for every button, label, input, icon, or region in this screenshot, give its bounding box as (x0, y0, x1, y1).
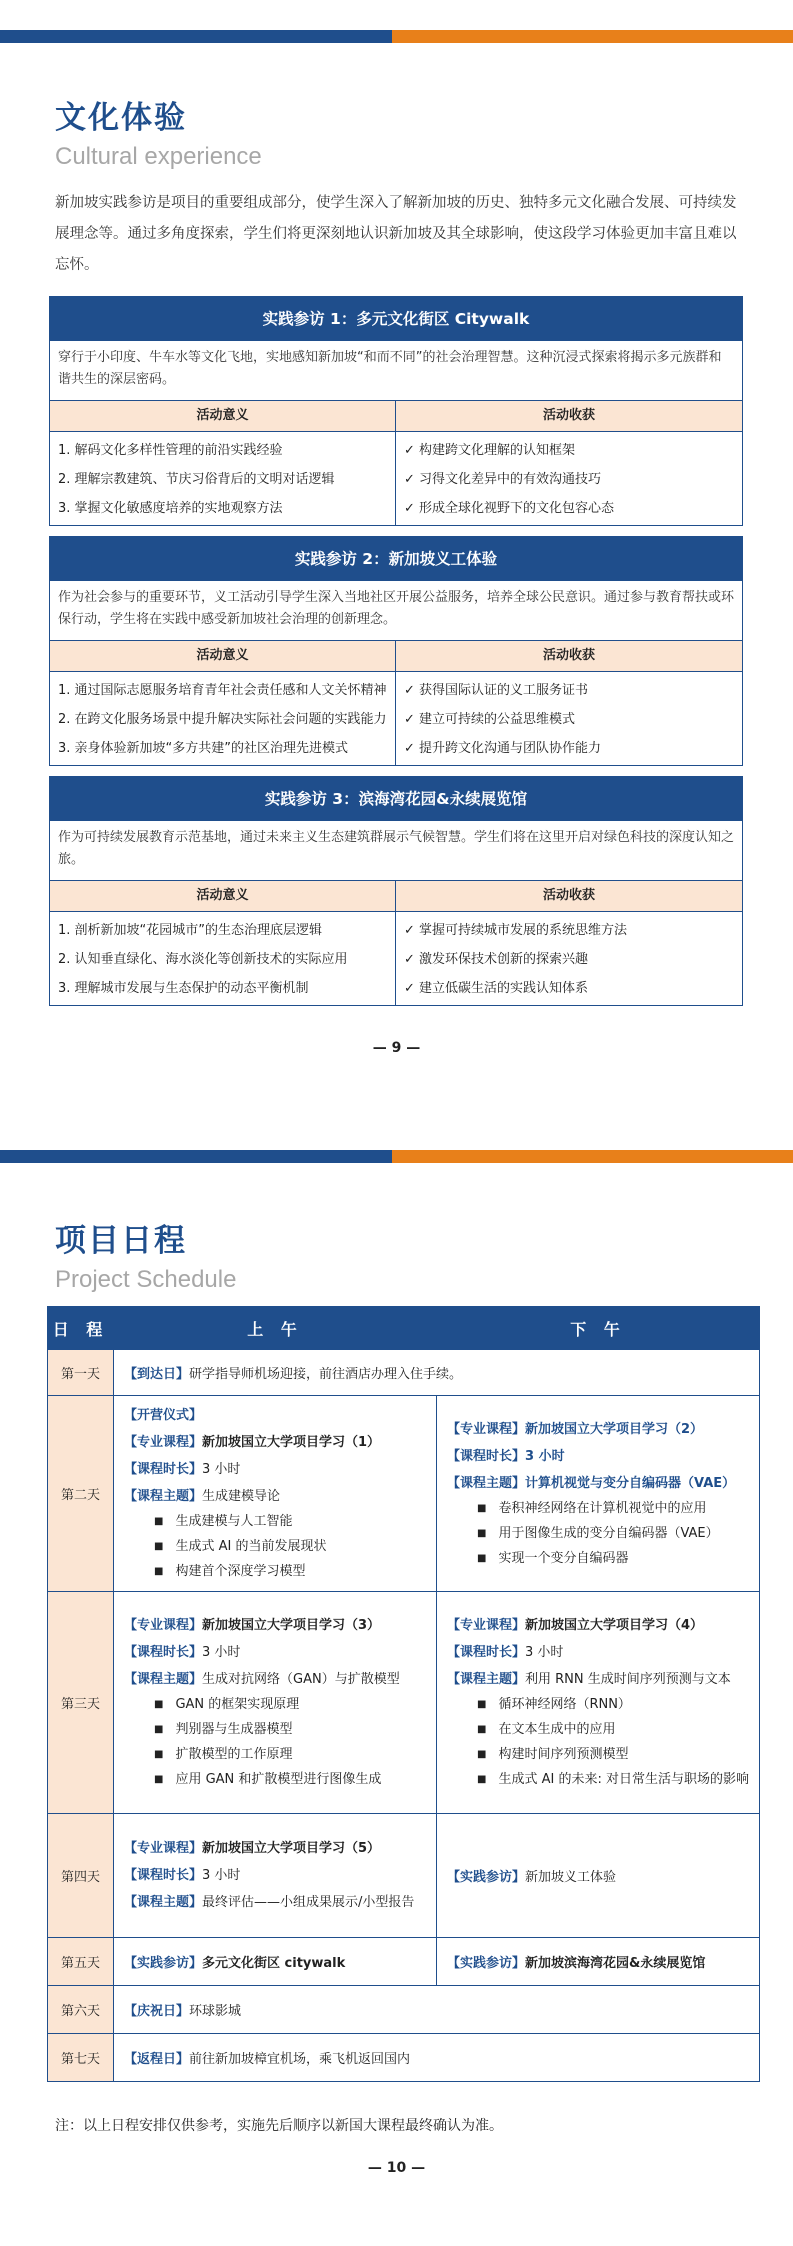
page-subtitle: Project Schedule (55, 1266, 237, 1293)
activity-table-1 (49, 296, 743, 526)
meaning-item: 1. 解码文化多样性管理的前沿实践经验 (58, 443, 283, 458)
meaning-item: 3. 理解城市发展与生态保护的动态平衡机制 (58, 981, 309, 996)
page-number: — 9 — (372, 1040, 421, 1056)
activity-title: 实践参访 2：新加坡义工体验 (50, 537, 742, 581)
table-row (48, 1814, 760, 1938)
gains-header: 活动收获 (396, 641, 742, 672)
top-color-bar (0, 30, 793, 43)
check-icon: ✓ (404, 443, 420, 458)
pm-header: 下 午 (437, 1307, 760, 1350)
intro-paragraph: 新加坡实践参访是项目的重要组成部分，使学生深入了解新加坡的历史、独特多元文化融合发展、可持续发展理念等。通过多角度探索，学生们将更深刻地认识新加坡及其全球影响，使这段学习体验更加丰富且难以忘怀。 (55, 195, 737, 273)
gain-item: ✓ 掌握可持续城市发展的系统思维方法 (404, 923, 628, 938)
day-label: 第一天 (48, 1350, 114, 1396)
table-row (48, 1938, 760, 1986)
list-item: ■ 应用 GAN 和扩散模型进行图像生成 (124, 1768, 426, 1793)
check-icon: ✓ (404, 712, 420, 727)
day-label: 第四天 (48, 1814, 114, 1938)
day4-pm-cell: 【实践参访】新加坡义工体验 (437, 1814, 760, 1938)
meaning-header: 活动意义 (50, 401, 395, 432)
meaning-item: 2. 在跨文化服务场景中提升解决实际社会问题的实践能力 (58, 712, 387, 727)
meaning-item: 3. 掌握文化敏感度培养的实地观察方法 (58, 501, 283, 516)
page-number: — 10 — (367, 2160, 426, 2176)
table-row (48, 1986, 760, 2034)
table-row (48, 1350, 760, 1396)
day-label: 第六天 (48, 1986, 114, 2034)
gains-header: 活动收获 (396, 881, 742, 912)
page-title: 项目日程 (55, 1223, 187, 1259)
list-item: ■ 在文本生成中的应用 (447, 1718, 749, 1743)
page-subtitle: Cultural experience (55, 143, 262, 170)
check-icon: ✓ (404, 952, 420, 967)
meaning-item: 1. 剖析新加坡“花园城市”的生态治理底层逻辑 (58, 923, 323, 938)
list-item: ■ 构建首个深度学习模型 (124, 1560, 426, 1585)
activity-description: 作为社会参与的重要环节，义工活动引导学生深入当地社区开展公益服务，培养全球公民意识。通过参与教育帮扶或环保行动，学生将在实践中感受新加坡社会治理的创新理念。 (50, 581, 742, 641)
gain-item: ✓ 建立低碳生活的实践认知体系 (404, 981, 589, 996)
gain-item: ✓ 习得文化差异中的有效沟通技巧 (404, 472, 602, 487)
check-icon: ✓ (404, 501, 420, 516)
day3-am-cell: 【专业课程】新加坡国立大学项目学习（3） 【课程时长】3 小时 【课程主题】生成对抗网络（GAN）与扩散模型 ■ GAN 的框架实现原理 ■ 判别器与生成器模型 ■ 扩散模型的工作原理 ■ 应用 GAN 和扩散模型进行图像生成 (114, 1592, 437, 1814)
activity-title: 实践参访 3：滨海湾花园&永续展览馆 (50, 777, 742, 821)
check-icon: ✓ (404, 683, 420, 698)
list-item: ■ 判别器与生成器模型 (124, 1718, 426, 1743)
day5-pm-cell: 【实践参访】新加坡滨海湾花园&永续展览馆 (437, 1938, 760, 1986)
activity-table-3 (49, 776, 743, 1006)
gain-item: ✓ 提升跨文化沟通与团队协作能力 (404, 741, 602, 756)
meaning-item: 2. 理解宗教建筑、节庆习俗背后的文明对话逻辑 (58, 472, 335, 487)
list-item: ■ 生成式 AI 的当前发展现状 (124, 1535, 426, 1560)
gain-item: ✓ 形成全球化视野下的文化包容心态 (404, 501, 615, 516)
list-item: ■ 生成式 AI 的未来: 对日常生活与职场的影响 (447, 1768, 749, 1793)
meaning-item: 2. 认知垂直绿化、海水淡化等创新技术的实际应用 (58, 952, 348, 967)
day2-pm-cell: 【专业课程】新加坡国立大学项目学习（2） 【课程时长】3 小时 【课程主题】计算机视觉与变分自编码器（VAE） ■ 卷积神经网络在计算机视觉中的应用 ■ 用于图像生成的变分自编码器（VAE） ■ 实现一个变分自编码器 (437, 1396, 760, 1592)
day7-cell: 【返程日】前往新加坡樟宜机场，乘飞机返回国内 (114, 2034, 760, 2082)
day5-am-cell: 【实践参访】多元文化街区 citywalk (114, 1938, 437, 1986)
activity-title: 实践参访 1：多元文化街区 Citywalk (50, 297, 742, 341)
list-item: ■ 循环神经网络（RNN） (447, 1693, 749, 1718)
meaning-item: 3. 亲身体验新加坡“多方共建”的社区治理先进模式 (58, 741, 349, 756)
table-row (48, 2034, 760, 2082)
schedule-header-row (48, 1307, 760, 1350)
page-title: 文化体验 (55, 100, 187, 136)
day3-pm-cell: 【专业课程】新加坡国立大学项目学习（4） 【课程时长】3 小时 【课程主题】利用 RNN 生成时间序列预测与文本 ■ 循环神经网络（RNN） ■ 在文本生成中的应用 ■ 构建时间序列预测模型 ■ 生成式 AI 的未来: 对日常生活与职场的影响 (437, 1592, 760, 1814)
meaning-header: 活动意义 (50, 641, 395, 672)
day6-cell: 【庆祝日】环球影城 (114, 1986, 760, 2034)
list-item: ■ 用于图像生成的变分自编码器（VAE） (447, 1522, 749, 1547)
day1-cell: 【到达日】研学指导师机场迎接，前往酒店办理入住手续。 (114, 1350, 760, 1396)
meaning-header: 活动意义 (50, 881, 395, 912)
gain-item: ✓ 构建跨文化理解的认知框架 (404, 443, 576, 458)
list-item: ■ GAN 的框架实现原理 (124, 1693, 426, 1718)
day-label: 第七天 (48, 2034, 114, 2082)
day-label: 第五天 (48, 1938, 114, 1986)
list-item: ■ 构建时间序列预测模型 (447, 1743, 749, 1768)
table-row (48, 1592, 760, 1814)
check-icon: ✓ (404, 472, 420, 487)
activity-table-2 (49, 536, 743, 766)
day-label: 第三天 (48, 1592, 114, 1814)
table-row (48, 1396, 760, 1592)
list-item: ■ 生成建模与人工智能 (124, 1510, 426, 1535)
gains-header: 活动收获 (396, 401, 742, 432)
top-color-bar (0, 1150, 793, 1163)
schedule-note: 注：以上日程安排仅供参考，实施先后顺序以新国大课程最终确认为准。 (55, 2118, 503, 2134)
list-item: ■ 实现一个变分自编码器 (447, 1547, 749, 1572)
activity-description: 作为可持续发展教育示范基地，通过未来主义生态建筑群展示气候智慧。学生们将在这里开启对绿色科技的深度认知之旅。 (50, 821, 742, 881)
day-label: 第二天 (48, 1396, 114, 1592)
list-item: ■ 扩散模型的工作原理 (124, 1743, 426, 1768)
am-header: 上 午 (114, 1307, 437, 1350)
list-item: ■ 卷积神经网络在计算机视觉中的应用 (447, 1497, 749, 1522)
gain-item: ✓ 建立可持续的公益思维模式 (404, 712, 576, 727)
day-header: 日 程 (48, 1307, 114, 1350)
check-icon: ✓ (404, 981, 420, 996)
check-icon: ✓ (404, 741, 420, 756)
gain-item: ✓ 激发环保技术创新的探索兴趣 (404, 952, 589, 967)
activity-description: 穿行于小印度、牛车水等文化飞地，实地感知新加坡“和而不同”的社会治理智慧。这种沉浸式探索将揭示多元族群和谐共生的深层密码。 (50, 341, 742, 401)
day2-am-cell: 【开营仪式】 【专业课程】新加坡国立大学项目学习（1） 【课程时长】3 小时 【课程主题】生成建模导论 ■ 生成建模与人工智能 ■ 生成式 AI 的当前发展现状 ■ 构建首个深度学习模型 (114, 1396, 437, 1592)
check-icon: ✓ (404, 923, 420, 938)
day4-am-cell: 【专业课程】新加坡国立大学项目学习（5） 【课程时长】3 小时 【课程主题】最终评估——小组成果展示/小型报告 (114, 1814, 437, 1938)
meaning-item: 1. 通过国际志愿服务培育青年社会责任感和人文关怀精神 (58, 683, 387, 698)
gain-item: ✓ 获得国际认证的义工服务证书 (404, 683, 589, 698)
schedule-table (47, 1306, 760, 2082)
